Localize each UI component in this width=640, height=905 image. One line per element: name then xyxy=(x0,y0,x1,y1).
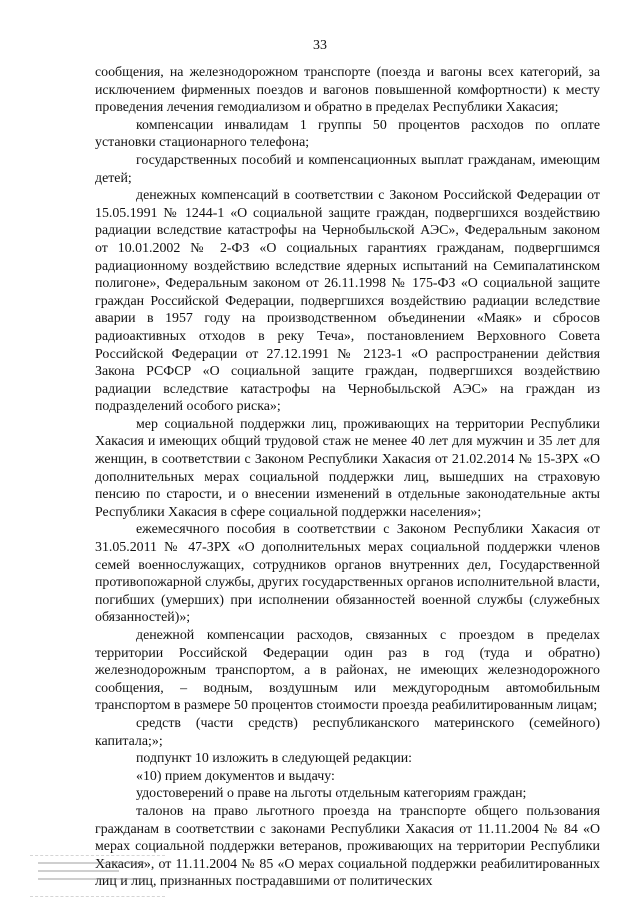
paragraph: денежных компенсаций в соответствии с Законом Российской Федерации от 15.05.1991 № 1244-1 «О социальной защите граждан, подвергшихся воздействию радиации вследствие катастрофы на Чернобыльской АЭС», Федеральным законом от 10.01.2002 № 2-ФЗ «О социальных гарантиях гражданам, подвергшимся радиационному воздействию вследствие ядерных испытаний на Семипалатинском полигоне», Федеральным законом от 26.11.1998 № 175-ФЗ «О социальной защите граждан Российской Федерации, подвергшихся воздействию радиации вследствие аварии в 1957 году на производственном объединении «Маяк» и сбросов радиоактивных отходов в реку Теча», постановлением Верховного Совета Российской Федерации от 27.12.1991 № 2123-1 «О распространении действия Закона РСФСР «О социальной защите граждан, подвергшихся воздействию радиации вследствие катастрофы на Чернобыльской АЭС» на граждан из подразделений особого риска»; xyxy=(95,188,600,415)
page-number: 33 xyxy=(313,38,327,53)
paragraph: «10) прием документов и выдачу: xyxy=(136,768,335,784)
paragraph: удостоверений о праве на льготы отдельным категориям граждан; xyxy=(136,786,527,802)
paragraph: сообщения, на железнодорожном транспорте (поезда и вагоны всех категорий, за исключением фирменных поездов и вагонов повышенной комфортности) к месту проведения лечения гемодиализом и обратно в пределах Республики Хакасия; xyxy=(95,65,600,116)
document-body xyxy=(95,64,600,891)
paragraph: государственных пособий и компенсационных выплат гражданам, имеющим детей; xyxy=(95,152,600,186)
paragraph: мер социальной поддержки лиц, проживающих на территории Республики Хакасия и имеющих общий трудовой стаж не менее 40 лет для мужчин и 35 лет для женщин, в соответствии с Законом Республики Хакасия от 21.02.2014 № 15-ЗРХ «О дополнительных мерах социальной поддержки лиц, вышедших на страховую пенсию по старости, и о внесении изменений в отдельные законодательные акты Республики Хакасия в сфере социальной поддержки населения»; xyxy=(95,416,600,520)
paragraph: талонов на право льготного проезда на транспорте общего пользования гражданам в соответствии с законами Республики Хакасия от 11.11.2004 № 84 «О мерах социальной поддержки ветеранов, проживающих на территории Республики Хакасия», от 11.11.2004 № 85 «О мерах социальной поддержки реабилитированных лиц и лиц, признанных пострадавшими от политических xyxy=(95,803,600,890)
paragraph: денежной компенсации расходов, связанных с проездом в пределах территории Российской Федерации один раз в год (туда и обратно) железнодорожным транспортом, а в районах, не имеющих железнодорожного сообщения, – водным, воздушным или междугородным автомобильным транспортом в размере 50 процентов стоимости проезда реабилитированным лицам; xyxy=(95,628,600,714)
paragraph: подпункт 10 изложить в следующей редакции: xyxy=(136,751,413,767)
paragraph: компенсации инвалидам 1 группы 50 процентов расходов по оплате установки стационарного телефона; xyxy=(95,117,600,151)
paragraph: средств (части средств) республиканского материнского (семейного) капитала;»; xyxy=(95,715,600,749)
paragraph: ежемесячного пособия в соответствии с Законом Республики Хакасия от 31.05.2011 № 47-ЗРХ «О дополнительных мерах социальной поддержки членов семей военнослужащих, сотрудников органов внутренних дел, Государственной противопожарной службы, других государственных органов исполнительной власти, погибших (умерших) при исполнении обязанностей военной службы (служебных обязанностей)»; xyxy=(95,522,600,626)
faint-stamp xyxy=(30,855,165,897)
